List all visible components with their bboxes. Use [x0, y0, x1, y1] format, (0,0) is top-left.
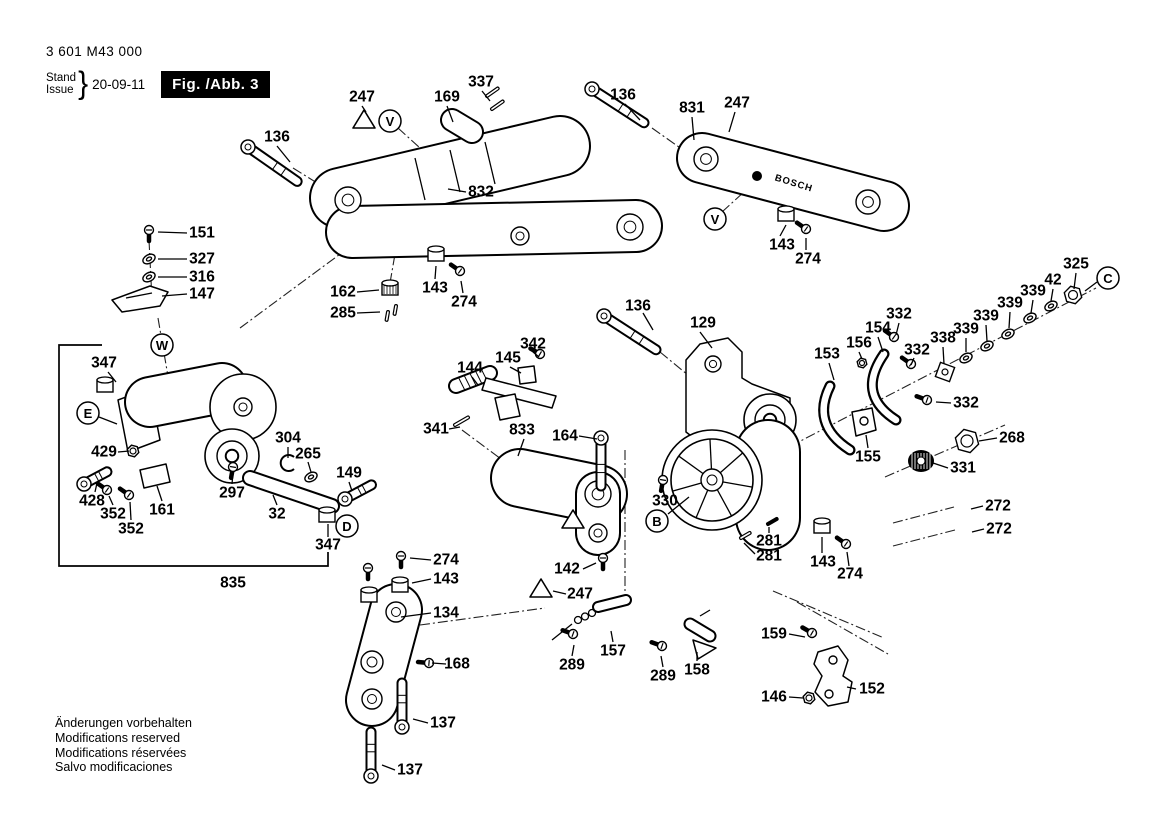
part-label-147: 147 [189, 285, 215, 303]
part-label-153: 153 [814, 345, 840, 363]
part-plate [814, 646, 852, 706]
spring-coil [575, 617, 582, 624]
leader-line [789, 697, 803, 698]
part-label-332: 332 [904, 341, 930, 359]
leader-line [1074, 273, 1076, 289]
ref-letter-C: C [1103, 271, 1113, 286]
part-label-274: 274 [433, 551, 459, 569]
leader-line [435, 266, 436, 279]
washer [979, 339, 995, 353]
dash-dot-axis [893, 507, 954, 523]
part-label-137: 137 [430, 714, 456, 732]
leader-line [986, 325, 987, 341]
part-label-157: 157 [600, 642, 626, 660]
part-label-149: 149 [336, 464, 362, 482]
part-plate [112, 286, 168, 312]
washer [303, 470, 319, 484]
part-body-fill [352, 226, 636, 232]
leader-line [157, 486, 162, 501]
leader-line [789, 634, 805, 637]
part-label-289: 289 [559, 656, 585, 674]
leader-line [273, 495, 277, 505]
issue-label: Issue [46, 84, 74, 96]
part-label-129: 129 [690, 314, 716, 332]
bushing-top [814, 518, 830, 524]
part-body-fill [340, 146, 560, 198]
leader-line [1085, 282, 1097, 291]
part-label-155: 155 [855, 448, 881, 466]
part-label-339: 339 [1020, 282, 1046, 300]
leader-line [277, 146, 290, 162]
part-label-136: 136 [264, 128, 290, 146]
part-label-144: 144 [457, 359, 483, 377]
part-hole [825, 690, 833, 698]
washer [1000, 327, 1016, 341]
part-hole [362, 689, 382, 709]
part-label-281: 281 [756, 547, 782, 565]
ref-letter-V: V [710, 212, 720, 227]
part-label-835: 835 [220, 574, 246, 592]
part-label-143: 143 [769, 236, 795, 254]
stand-issue-labels [46, 72, 76, 97]
part-label-159: 159 [761, 625, 787, 643]
leader-line [847, 552, 849, 566]
bolt-head [364, 769, 378, 783]
part-plate [482, 378, 556, 408]
ref-letter-B: B [652, 514, 662, 529]
part-hole [386, 602, 406, 622]
leader-line [611, 631, 613, 642]
leader-line [1031, 300, 1033, 313]
leader-line [878, 337, 883, 352]
footer-line-de: Änderungen vorbehalten [55, 716, 192, 730]
part-label-154: 154 [865, 319, 891, 337]
pin-fill [455, 418, 468, 426]
part-label-325: 325 [1063, 255, 1089, 273]
spring-coil [582, 613, 589, 620]
part-label-274: 274 [451, 293, 477, 311]
part-label-304: 304 [275, 429, 301, 447]
nut-body [857, 358, 867, 368]
bolt-head [395, 720, 409, 734]
leader-line [979, 438, 997, 441]
leader-line [661, 656, 663, 667]
dash-dot-axis [893, 530, 955, 546]
part-label-339: 339 [973, 307, 999, 325]
part-label-162: 162 [330, 283, 356, 301]
issue-date: 20-09-11 [92, 76, 146, 92]
part-hole [226, 450, 238, 462]
part-plate [495, 394, 520, 420]
part-label-289: 289 [650, 667, 676, 685]
leader-line [449, 427, 460, 429]
washer [958, 351, 974, 365]
part-label-265: 265 [295, 445, 321, 463]
leader-line [357, 312, 380, 313]
bolt-head [338, 492, 352, 506]
nut-body [803, 692, 815, 704]
part-label-429: 429 [91, 443, 117, 461]
part-hole [860, 417, 868, 425]
brand-logo-dot [752, 171, 762, 181]
part-label-272: 272 [985, 497, 1011, 515]
washer [1043, 299, 1059, 313]
leader-line [572, 645, 574, 656]
part-label-347: 347 [91, 354, 117, 372]
bushing-top [361, 587, 377, 593]
leader-line [943, 347, 944, 364]
square-nut [935, 362, 954, 381]
part-label-143: 143 [810, 553, 836, 571]
part-label-143: 143 [433, 570, 459, 588]
dash-dot-axis [758, 288, 1096, 463]
part-body-fill [452, 120, 472, 132]
triangle-marker [353, 110, 375, 128]
part-label-169: 169 [434, 88, 460, 106]
triangle-marker [530, 579, 552, 597]
footer-line-es: Salvo modificaciones [55, 760, 173, 775]
part-label-316: 316 [189, 268, 215, 286]
part-label-161: 161 [149, 501, 175, 519]
part-label-352: 352 [118, 520, 144, 538]
part-label-164: 164 [552, 427, 578, 445]
part-hole [705, 356, 721, 372]
part-label-143: 143 [422, 279, 448, 297]
part-label-332: 332 [886, 305, 912, 323]
part-label-274: 274 [795, 250, 821, 268]
screw-slot [429, 660, 430, 666]
leader-line [972, 529, 984, 532]
ref-letter-W: W [155, 338, 169, 353]
part-label-339: 339 [997, 294, 1023, 312]
bolt-head [585, 82, 599, 96]
leader-line [829, 363, 834, 380]
dash-dot-axis [885, 425, 1005, 477]
part-hole [617, 214, 643, 240]
part-detail-line [700, 610, 710, 616]
part-label-142: 142 [554, 560, 580, 578]
part-label-428: 428 [79, 492, 105, 510]
part-label-247: 247 [349, 88, 375, 106]
leader-line [412, 579, 431, 583]
part-label-247: 247 [567, 585, 593, 603]
issue-row [46, 67, 270, 101]
bushing-top [778, 206, 794, 212]
part-label-833: 833 [509, 421, 535, 439]
bushing-top [428, 246, 444, 252]
ref-letter-V: V [385, 114, 395, 129]
leader-line [130, 502, 131, 520]
part-label-168: 168 [444, 655, 470, 673]
part-body-fill [690, 624, 710, 636]
figure-badge: Fig. /Abb. 3 [161, 71, 270, 98]
brace-glyph: } [78, 66, 89, 101]
part-label-145: 145 [495, 349, 521, 367]
nut-body [1064, 286, 1081, 303]
part-body-fill [250, 478, 332, 506]
part-label-156: 156 [846, 334, 872, 352]
leader-line [357, 290, 379, 292]
washer [141, 252, 157, 266]
leader-line [1009, 312, 1010, 328]
leader-line [729, 112, 735, 132]
part-plate [518, 366, 536, 384]
ref-letter-D: D [342, 519, 352, 534]
leader-line [308, 462, 311, 472]
part-label-152: 152 [859, 680, 885, 698]
part-label-331: 331 [950, 459, 976, 477]
nut-body [955, 429, 978, 452]
washer [141, 270, 157, 284]
bushing-top [97, 377, 113, 383]
leader-line [99, 417, 117, 424]
part-label-136: 136 [610, 86, 636, 104]
part-hole [589, 524, 607, 542]
part-label-42: 42 [1044, 271, 1062, 289]
bushing-top [319, 507, 335, 513]
leader-line [936, 402, 951, 403]
bolt-head [594, 431, 608, 445]
part-hole [335, 187, 361, 213]
leader-line [971, 506, 983, 509]
part-label-137: 137 [397, 761, 423, 779]
leader-line [780, 225, 786, 236]
part-label-268: 268 [999, 429, 1025, 447]
part-label-134: 134 [433, 604, 459, 622]
part-label-352: 352 [100, 505, 126, 523]
part-label-341: 341 [423, 420, 449, 438]
part-hole [694, 147, 718, 171]
leader-line [1051, 289, 1053, 301]
pin-fill [492, 102, 503, 109]
part-label-285: 285 [330, 304, 356, 322]
leader-line [109, 496, 113, 505]
part-label-332: 332 [953, 394, 979, 412]
part-hole [234, 398, 252, 416]
leader-line [382, 765, 395, 770]
part-label-158: 158 [684, 661, 710, 679]
part-label-247: 247 [724, 94, 750, 112]
footer-line-fr: Modifications réservées [55, 745, 187, 760]
leader-line [461, 281, 463, 293]
stand-label: Stand [46, 71, 77, 84]
part-label-831: 831 [679, 99, 705, 117]
leader-line [410, 558, 431, 560]
spring-coil [589, 610, 596, 617]
part-label-347: 347 [315, 536, 341, 554]
brand-text: BOSCH [773, 172, 815, 195]
leader-line [933, 463, 948, 468]
bolt-head [77, 477, 91, 491]
footer-line-en: Modifications reserved [55, 730, 181, 745]
part-label-146: 146 [761, 688, 787, 706]
part-label-330: 330 [652, 492, 678, 510]
part-plate [140, 464, 170, 488]
bushing-top [392, 577, 408, 583]
part-label-327: 327 [189, 250, 215, 268]
bolt-head [241, 140, 255, 154]
knob-hole [917, 457, 925, 465]
part-hole [361, 651, 383, 673]
part-label-342: 342 [520, 335, 546, 353]
dash-dot-axis [398, 128, 420, 148]
part-hole [511, 227, 529, 245]
leader-line [158, 232, 187, 233]
part-label-274: 274 [837, 565, 863, 583]
part-hole [701, 469, 723, 491]
leader-line [583, 563, 596, 569]
ref-letter-E: E [83, 406, 93, 421]
leader-line [643, 313, 653, 330]
part-label-337: 337 [468, 73, 494, 91]
dash-dot-axis [773, 591, 884, 638]
part-label-832: 832 [468, 183, 494, 201]
bolt-head [597, 309, 611, 323]
washer [1022, 311, 1038, 325]
part-hole [829, 656, 837, 664]
leader-line [349, 482, 352, 491]
part-label-339: 339 [953, 320, 979, 338]
part-label-151: 151 [189, 224, 215, 242]
part-hole [856, 190, 880, 214]
part-label-297: 297 [219, 484, 245, 502]
footer-notes [55, 716, 192, 775]
leader-line [413, 719, 428, 723]
leader-line [553, 591, 566, 594]
part-label-32: 32 [268, 505, 286, 523]
title-block [46, 44, 270, 101]
part-label-338: 338 [930, 329, 956, 347]
part-label-281: 281 [756, 532, 782, 550]
leader-line [866, 435, 868, 448]
part-label-272: 272 [986, 520, 1012, 538]
part-label-136: 136 [625, 297, 651, 315]
document-number: 3 601 M43 000 [46, 44, 143, 59]
